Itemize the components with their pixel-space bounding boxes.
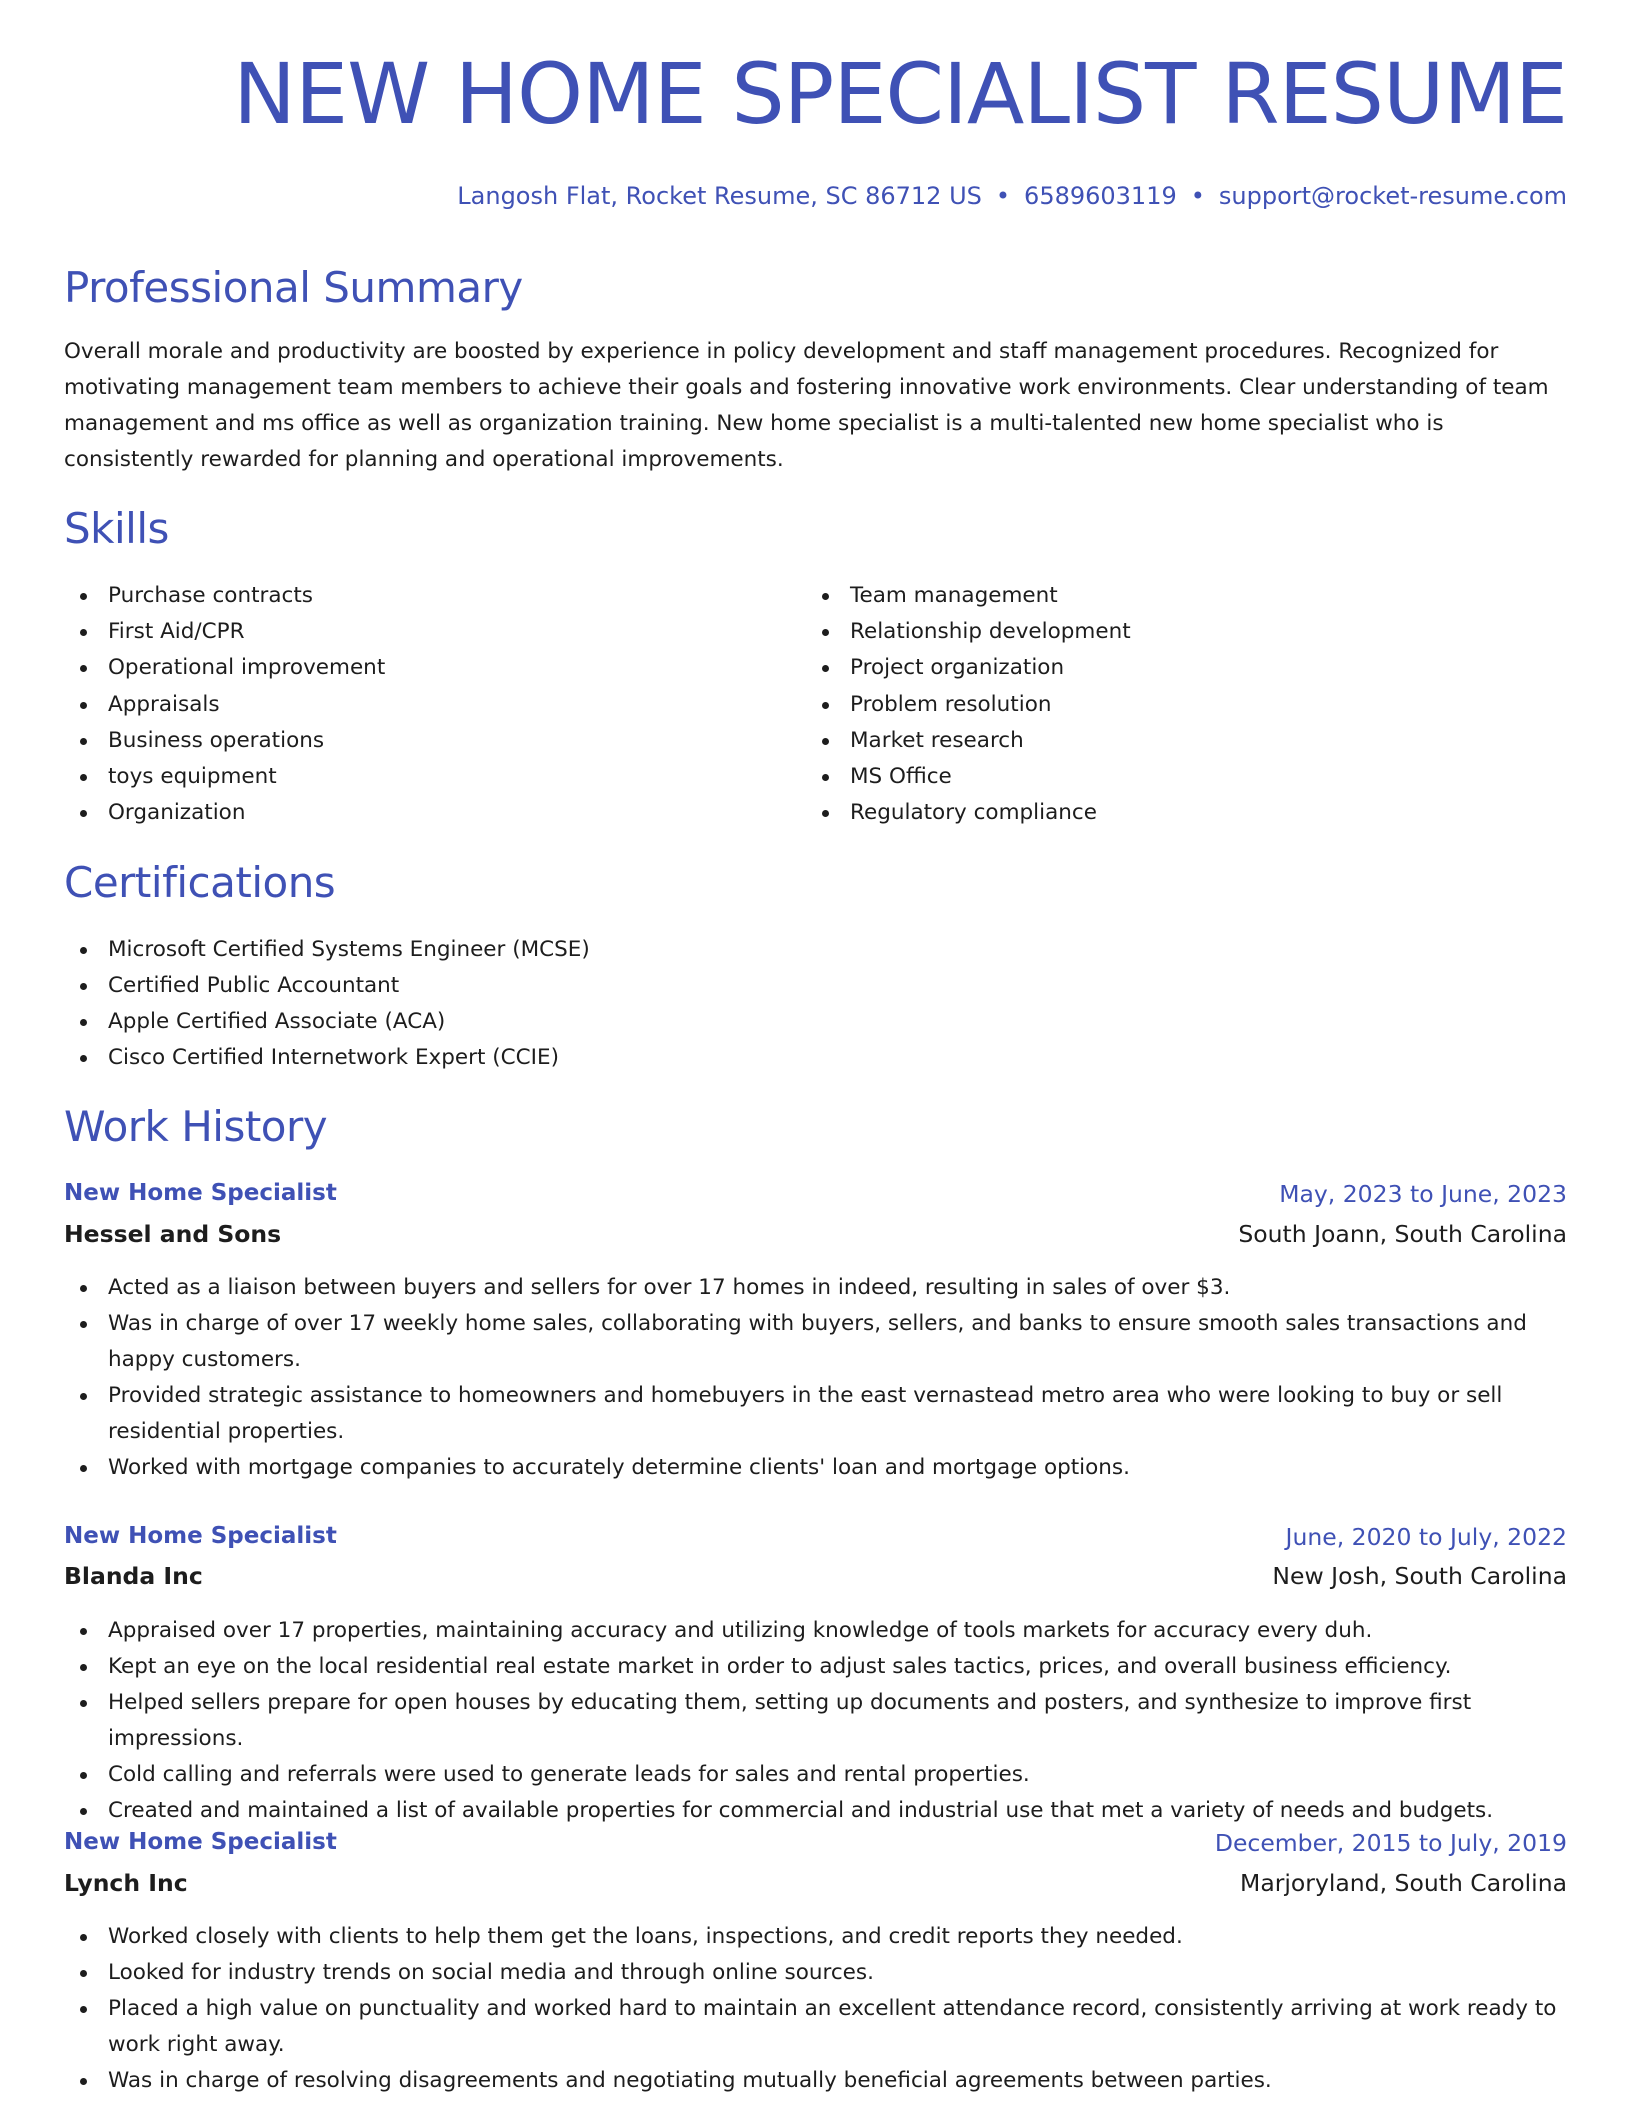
job-title: New Home Specialist [64, 1180, 337, 1206]
job-bullet: Looked for industry trends on social media and through online sources. [64, 1955, 1567, 1991]
resume-title: NEW HOME SPECIALIST RESUME [233, 45, 1567, 143]
skill-item: Regulatory compliance [806, 795, 1566, 831]
job-location: South Joann, South Carolina [1238, 1220, 1567, 1248]
skill-item: Team management [806, 578, 1566, 614]
contact-line [457, 182, 1567, 210]
job-bullet: Worked closely with clients to help them get the loans, inspections, and credit reports they needed. [64, 1919, 1567, 1955]
job-bullet: Helped sellers prepare for open houses by educating them, setting up documents and posters, and synthesize to improve first impressions. [64, 1685, 1567, 1757]
job-title: New Home Specialist [64, 1829, 337, 1855]
job-dates: June, 2020 to July, 2022 [1285, 1523, 1567, 1551]
skill-item: First Aid/CPR [64, 614, 764, 650]
skill-item: MS Office [806, 759, 1566, 795]
certification-item: Apple Certified Associate (ACA) [64, 1004, 1567, 1040]
job-bullets [64, 1270, 1567, 1486]
skill-item: Project organization [806, 650, 1566, 686]
contact-separator: • [1190, 182, 1205, 210]
job-bullet: Cold calling and referrals were used to generate leads for sales and rental properties. [64, 1757, 1567, 1793]
skills-list-left [64, 578, 764, 831]
skill-item: Operational improvement [64, 650, 764, 686]
job-company: Blanda Inc [64, 1562, 203, 1590]
skill-item: Problem resolution [806, 687, 1566, 723]
job-location: Marjoryland, South Carolina [1240, 1869, 1567, 1897]
skill-item: toys equipment [64, 759, 764, 795]
skill-item: Purchase contracts [64, 578, 764, 614]
job-bullets [64, 1919, 1567, 2099]
contact-phone: 6589603119 [1024, 182, 1177, 210]
contact-address: Langosh Flat, Rocket Resume, SC 86712 US [457, 182, 982, 210]
job-dates: December, 2015 to July, 2019 [1214, 1829, 1567, 1857]
job-bullet: Kept an eye on the local residential real estate market in order to adjust sales tactics, prices, and overall business efficiency. [64, 1649, 1567, 1685]
skill-item: Market research [806, 723, 1566, 759]
skill-item: Business operations [64, 723, 764, 759]
job-bullet: Appraised over 17 properties, maintaining accuracy and utilizing knowledge of tools markets for accuracy every duh. [64, 1613, 1567, 1649]
skills-heading: Skills [64, 504, 169, 553]
skill-item: Relationship development [806, 614, 1566, 650]
job-bullet: Was in charge of over 17 weekly home sales, collaborating with buyers, sellers, and banks to ensure smooth sales transactions and happy customers. [64, 1306, 1567, 1378]
job-dates: May, 2023 to June, 2023 [1279, 1180, 1567, 1208]
certifications-list [64, 932, 1567, 1076]
certification-item: Certified Public Accountant [64, 968, 1567, 1004]
skills-list-right [806, 578, 1566, 831]
contact-separator: • [995, 182, 1011, 210]
job-title: New Home Specialist [64, 1523, 337, 1549]
job-bullets [64, 1613, 1567, 1829]
certifications-heading: Certifications [64, 858, 336, 907]
skill-item: Organization [64, 795, 764, 831]
certification-item: Microsoft Certified Systems Engineer (MCSE) [64, 932, 1567, 968]
summary-heading: Professional Summary [64, 263, 523, 312]
summary-text: Overall morale and productivity are boosted by experience in policy development and staff management procedures. Recognized for motivating management team members to achieve their goals and fostering innovative work environments. Clear understanding of team management and ms office as well as organization training. New home specialist is a multi-talented new home specialist who is consistently rewarded for planning and operational improvements. [64, 339, 1549, 472]
job-bullet: Created and maintained a list of available properties for commercial and industrial use that met a variety of needs and budgets. [64, 1793, 1567, 1829]
job-bullet: Acted as a liaison between buyers and sellers for over 17 homes in indeed, resulting in sales of over $3. [64, 1270, 1567, 1306]
job-company: Hessel and Sons [64, 1220, 282, 1248]
job-bullet: Was in charge of resolving disagreements and negotiating mutually beneficial agreements between parties. [64, 2063, 1567, 2099]
skill-item: Appraisals [64, 687, 764, 723]
job-location: New Josh, South Carolina [1272, 1562, 1567, 1590]
job-bullet: Provided strategic assistance to homeowners and homebuyers in the east vernastead metro area who were looking to buy or sell residential properties. [64, 1378, 1567, 1450]
job-bullet: Worked with mortgage companies to accurately determine clients' loan and mortgage options. [64, 1450, 1567, 1486]
work-history-heading: Work History [64, 1102, 328, 1151]
contact-email[interactable]: support@rocket-resume.com [1218, 182, 1567, 210]
job-company: Lynch Inc [64, 1869, 188, 1897]
job-bullet: Placed a high value on punctuality and worked hard to maintain an excellent attendance record, consistently arriving at work ready to work right away. [64, 1991, 1567, 2063]
certification-item: Cisco Certified Internetwork Expert (CCIE) [64, 1040, 1567, 1076]
